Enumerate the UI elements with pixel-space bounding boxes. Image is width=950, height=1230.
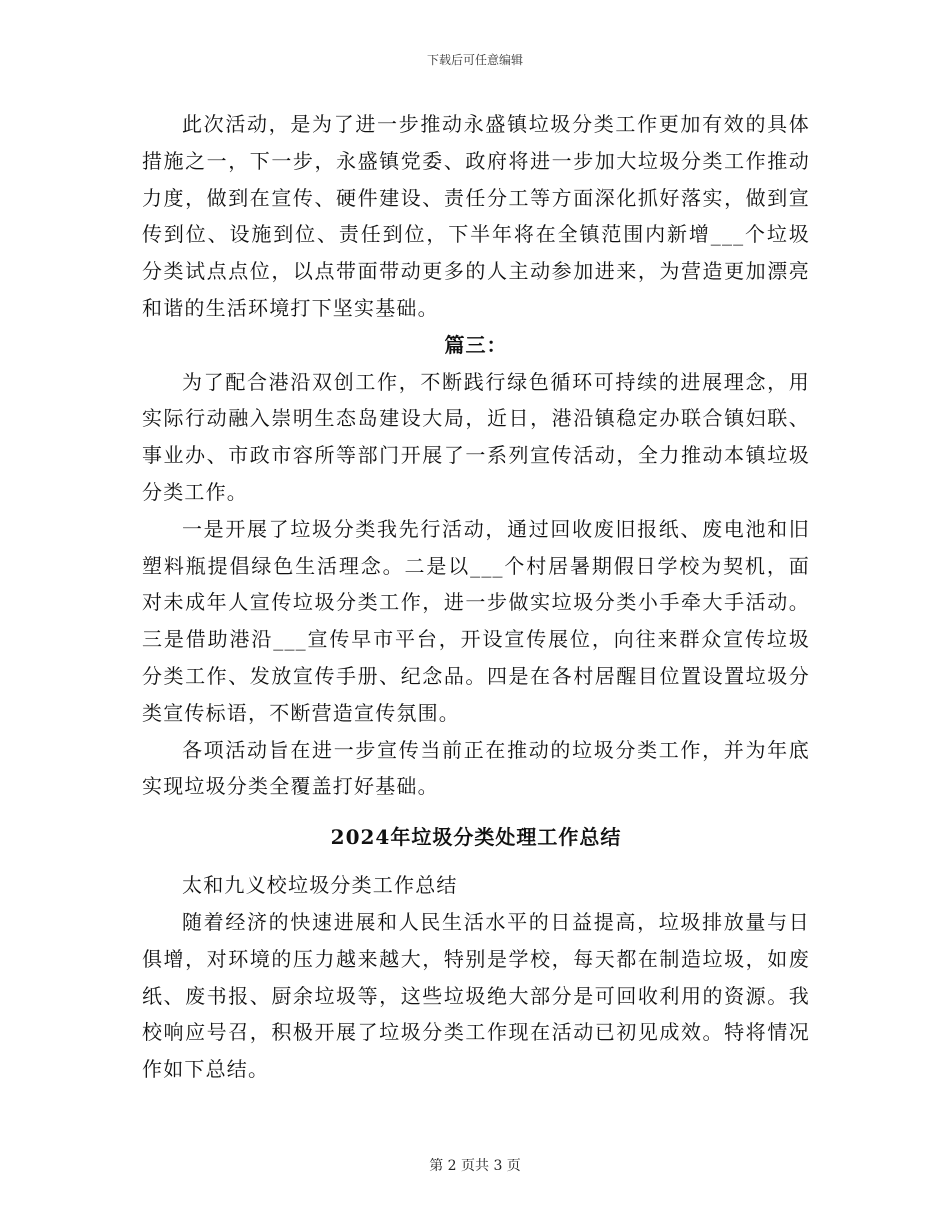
paragraph-gangyan-intro: 为了配合港沿双创工作，不断践行绿色循环可持续的进展理念，用实际行动融入崇明生态岛建设大局，近日，港沿镇稳定办联合镇妇联、事业办、市政市容所等部门开展了一系列宣传活动，全力推动本镇垃圾分类工作。 xyxy=(142,369,810,504)
page-footer-number: 第 2 页共 3 页 xyxy=(429,1158,521,1174)
paragraph-gangyan-activities: 一是开展了垃圾分类我先行活动，通过回收废旧报纸、废电池和旧塑料瓶提倡绿色生活理念。二是以___个村居暑期假日学校为契机，面对未成年人宣传垃圾分类工作，进一步做实垃圾分类小手牵大手活动。三是借助港沿___宣传早市平台，开设宣传展位，向往来群众宣传垃圾分类工作、发放宣传手册、纪念品。四是在各村居醒目位置设置垃圾分类宣传标语，不断营造宣传氛围。 xyxy=(142,516,810,725)
document-title: 2024年垃圾分类处理工作总结 xyxy=(330,825,622,850)
paragraph-school-intro: 随着经济的快速进展和人民生活水平的日益提高，垃圾排放量与日俱增，对环境的压力越来越大，特别是学校，每天都在制造垃圾，如废纸、废书报、厨余垃圾等，这些垃圾绝大部分是可回收利用的资源。我校响应号召，积极开展了垃圾分类工作现在活动已初见成效。特将情况作如下总结。 xyxy=(142,909,810,1082)
paragraph-activity-summary: 此次活动，是为了进一步推动永盛镇垃圾分类工作更加有效的具体措施之一，下一步，永盛镇党委、政府将进一步加大垃圾分类工作推动力度，做到在宣传、硬件建设、责任分工等方面深化抓好落实，做到宣传到位、设施到位、责任到位，下半年将在全镇范围内新增___个垃圾分类试点点位，以点带面带动更多的人主动参加进来，为营造更加漂亮和谐的生活环境打下坚实基础。 xyxy=(142,112,810,320)
paragraph-school-subtitle: 太和九义校垃圾分类工作总结 xyxy=(182,873,458,898)
document-body xyxy=(142,106,810,1088)
paragraph-gangyan-goal: 各项活动旨在进一步宣传当前正在推动的垃圾分类工作，并为年底实现垃圾分类全覆盖打好基础。 xyxy=(142,737,810,799)
page-header-note: 下载后可任意编辑 xyxy=(426,53,523,67)
section-heading-part3: 篇三： xyxy=(444,332,508,357)
